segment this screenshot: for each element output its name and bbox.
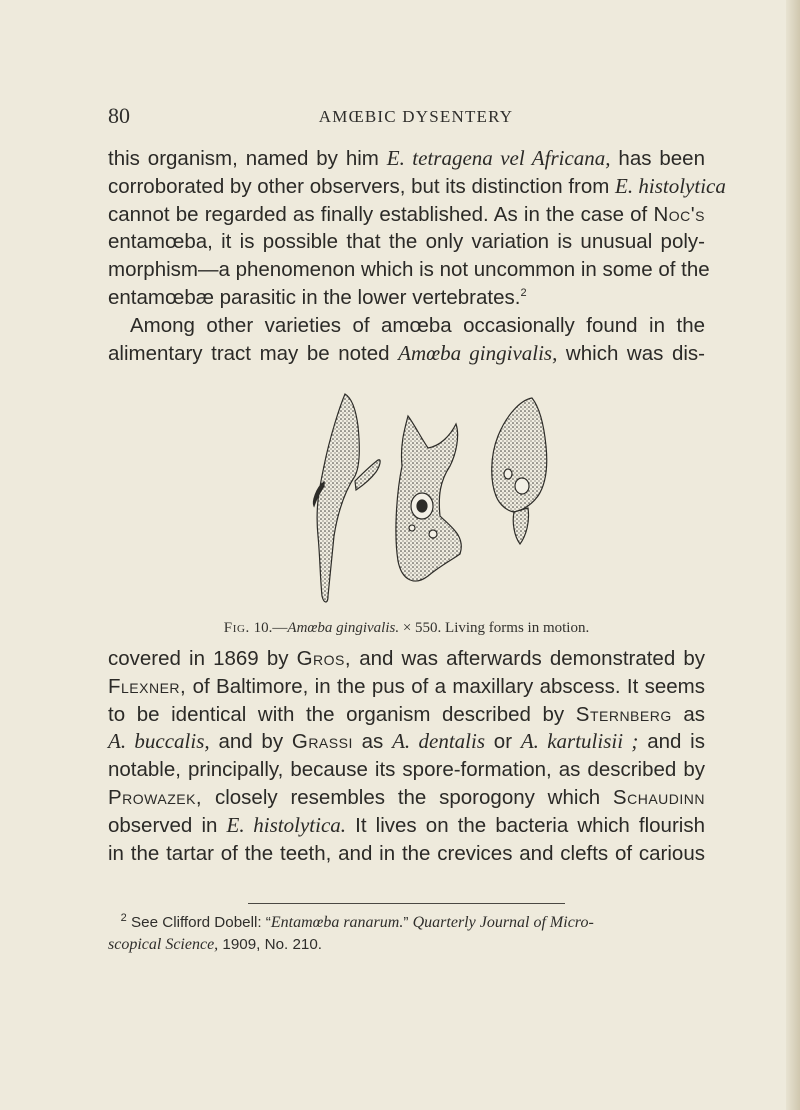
text-line: alimentary tract may be noted Amœba gingivalis, which was dis- [108, 340, 705, 365]
text-line: Among other varieties of amœba occasionally found in the [130, 313, 705, 337]
text-line: observed in E. histolytica. It lives on the bacteria which flourish [108, 812, 705, 837]
text-line: A. buccalis, and by Grassi as A. dentalis or A. kartulisii ; and is [108, 729, 705, 754]
text-line: to be identical with the organism described by Sternberg as [108, 702, 705, 726]
figure-caption-rest: × 550. Living forms in motion. [399, 620, 590, 636]
amoeba-drawing [300, 386, 560, 616]
text-line: Prowazek, closely resembles the sporogony which Schaudinn [108, 785, 705, 809]
footnote-line: $^2$ See Clifford Dobell: “Entamœba ranarum.” Quarterly Journal of Micro- [120, 911, 594, 931]
figure-caption [108, 620, 705, 637]
running-head: AMŒBIC DYSENTERY [318, 107, 514, 126]
footnote-divider [248, 903, 565, 904]
page-number: 80 [108, 103, 130, 128]
figure-number: 10.— [253, 620, 288, 636]
page-header [108, 103, 704, 131]
text-line: cannot be regarded as finally established. As in the case of Noc's [108, 202, 705, 226]
figure-label: Fig. [223, 620, 250, 636]
amoeba-form-middle [396, 416, 461, 581]
page-edge [786, 0, 800, 1110]
footnote [108, 912, 705, 956]
text-line: this organism, named by him E. tetragena vel Africana, has been [108, 146, 705, 170]
text-line: entamœba, it is possible that the only variation is unusual poly- [108, 230, 705, 254]
text-line: covered in 1869 by Gros, and was afterwards demonstrated by [108, 647, 705, 670]
amoeba-illustration [300, 386, 560, 616]
footnote-marker: 2 [120, 911, 127, 924]
text-line: morphism—a phenomenon which is not uncommon in some of the [108, 258, 710, 282]
paragraph-1 [108, 145, 726, 367]
footnote-line: scopical Science, 1909, No. 210. [108, 936, 323, 953]
paragraph-2 [108, 645, 705, 867]
figure-species: Amœba gingivalis. [287, 620, 400, 636]
text-line: in the tartar of the teeth, and in the crevices and clefts of carious [108, 841, 705, 865]
text-line: entamœbæ parasitic in the lower vertebrates.$^2$ [108, 285, 527, 309]
text-line: corroborated by other observers, but its distinction from E. histolytica [108, 173, 726, 198]
amoeba-form-left [313, 394, 380, 602]
amoeba-form-right [492, 398, 547, 544]
footnote-reference: 2 [520, 287, 527, 300]
text-line: notable, principally, because its spore-formation, as described by [108, 758, 705, 782]
text-line: Flexner, of Baltimore, in the pus of a maxillary abscess. It seems [108, 674, 705, 698]
